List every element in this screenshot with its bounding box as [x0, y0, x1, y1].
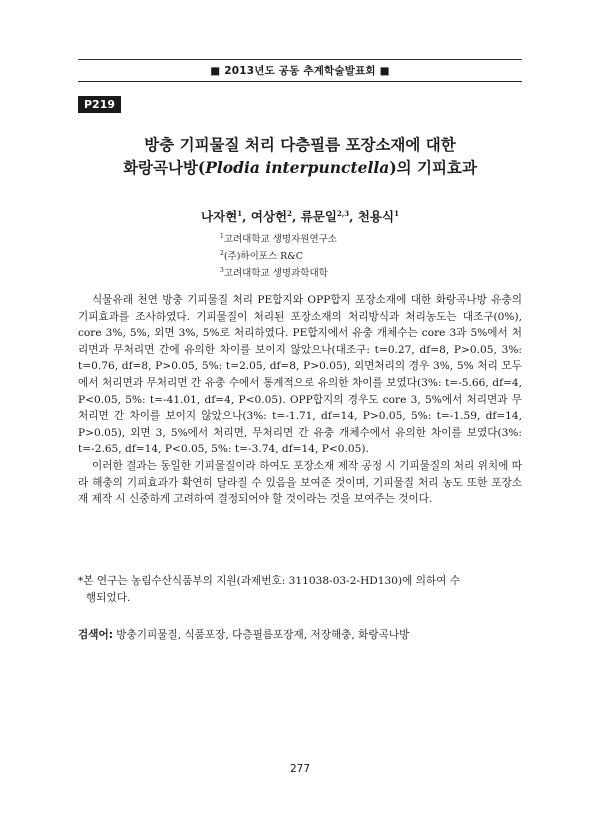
page-number: 277 [289, 763, 311, 775]
author-affil-mark: 1 [237, 208, 243, 218]
author: 천용식 [357, 209, 395, 224]
author: 류문일 [300, 209, 337, 224]
ack-line-1: *본 연구는 농림수산식품부의 지원(과제번호: 311038-03-2-HD130)에 의하여 수 [78, 575, 461, 587]
affiliation [220, 247, 337, 264]
affil-text: 고려대학교 생명자원연구소 [223, 234, 337, 246]
affil-mark: 3 [220, 267, 224, 275]
author-separator: , [291, 209, 301, 224]
affil-mark: 1 [220, 233, 224, 240]
author: 여상헌 [250, 209, 288, 224]
keywords-text: 방충기피물질, 식품포장, 다층필름포장재, 저장해충, 화랑곡나방 [112, 629, 410, 641]
keywords-label: 검색어: [78, 629, 113, 641]
affiliation-list [220, 230, 337, 281]
affiliation [220, 230, 337, 247]
keywords [78, 627, 522, 644]
author-separator: , [242, 209, 251, 224]
title-line-2 [78, 156, 522, 179]
affil-text: (주)하이포스 R&C [223, 251, 304, 263]
affil-mark: 2 [220, 250, 224, 258]
author: 나자현 [201, 209, 238, 224]
author-list [78, 207, 522, 225]
author-separator: , [349, 209, 358, 224]
abstract-body [78, 292, 522, 508]
abstract-paragraph-2: 이러한 결과는 동일한 기피물질이라 하여도 포장소재 제작 공정 시 기피물질의 처리 위치에 따라 해충의 기피효과가 확연히 달라질 수 있음을 보여준 것이며, 기피물질 처리 농도 또한 포장소재 제작 시 신중하게 고려하여 결정되어야 할 것이라는 것을 보여주는 것이다. [78, 459, 522, 506]
affil-text: 고려대학교 생명과학대학 [223, 268, 328, 280]
affiliation [220, 264, 337, 281]
species-name: Plodia interpunctella [205, 158, 390, 177]
paper-id-badge: P219 [78, 96, 121, 113]
author-affil-mark: 2 [287, 208, 292, 218]
header-rule-bottom [78, 81, 522, 82]
conference-header: ■ 2013년도 공동 추계학술발표회 ■ [210, 65, 390, 77]
header-rule-top [78, 59, 522, 60]
paper-title [78, 133, 522, 179]
author-affil-mark: 2,3 [336, 208, 350, 218]
title-line-2-post: )의 기피효과 [389, 158, 477, 177]
acknowledgement [78, 573, 522, 606]
author-affil-mark: 1 [394, 208, 399, 218]
title-line-1: 방충 기피물질 처리 다층필름 포장소재에 대한 [144, 135, 456, 154]
abstract-paragraph-1: 식물유래 천연 방충 기피물질 처리 PE합지와 OPP합지 포장소재에 대한 화랑곡나방 유충의 기피효과를 조사하였다. 기피물질이 처리된 포장소재의 처리방식과 처리농도는 대조구(0%), core 3%, 5%, 외면 3%, 5%로 처리하였다. PE합지에서 유충 개체수는 core 3과 5%에서 처리면과 무처리면 간에 유의한 차이를 보이지 않았으나(대조구: t=0.27, df=8, P>0.05, 3%: t=0.76, df=8, P>0.05, 5%: t=2.05, df=8, P>0.05), 외면처리의 경우 3%, 5% 처리 모두에서 처리면과 무처리면 간 유충 수에서 통계적으로 유의한 차이를 보였다(3%: t=-5.66, df=4, P<0.05, 5%: t=-41.01, df=4, P<0.05). OPP합지의 경우도 core 3, 5%에서 처리면과 무처리면 간 차이를 보이지 않았으나(3%: t=-1.71, df=14, P>0.05, 5%: t=-1.59, df=14, P>0.05), 외면 3, 5%에서 처리면, 무처리면 간 유충 개체수에서 유의한 차이를 보였다(3%: t=-2.65, df=14, P<0.05, 5%: t=-3.74, df=14, P<0.05). [78, 294, 522, 456]
title-line-2-pre: 화랑곡나방( [123, 158, 206, 177]
ack-line-2: 행되었다. [86, 591, 131, 604]
